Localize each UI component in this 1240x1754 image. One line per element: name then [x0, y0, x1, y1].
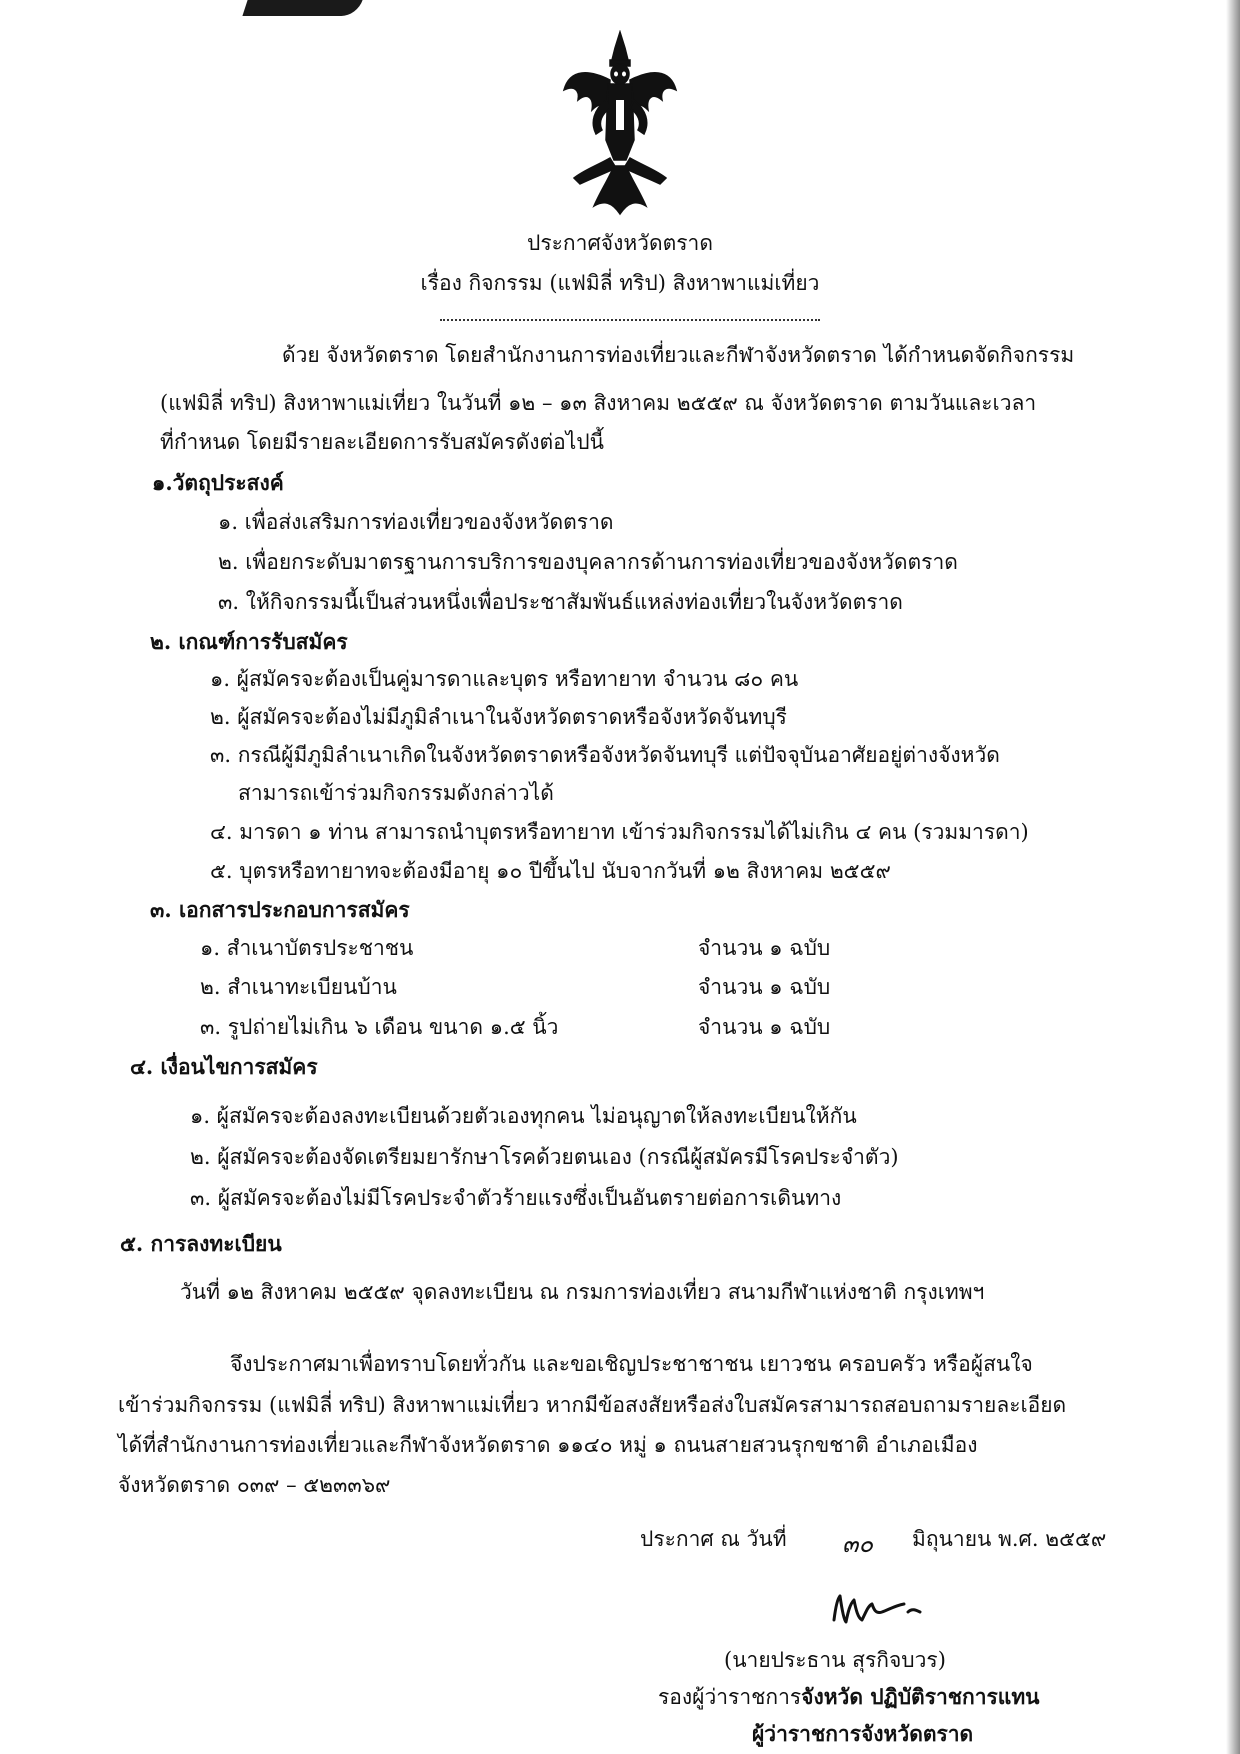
closing-line-2: เข้าร่วมกิจกรรม (แฟมิลี่ ทริป) สิงหาพาแม่เที่ยว หากมีข้อสงสัยหรือส่งใบสมัครสามารถสอบถามรายละเอียด [118, 1393, 1067, 1417]
signatory-title-2: ผู้ว่าราชการจังหวัดตราด [752, 1721, 974, 1746]
document-quantity: จำนวน ๑ ฉบับ [698, 1015, 831, 1039]
list-item: ๔. มารดา ๑ ท่าน สามารถนำบุตรหรือทายาท เข้าร่วมกิจกรรมได้ไม่เกิน ๔ คน (รวมมารดา) [210, 820, 1029, 844]
page-title: ประกาศจังหวัดตราด [527, 231, 713, 255]
section-heading-objectives: ๑.วัตถุประสงค์ [152, 470, 284, 495]
closing-line-4: จังหวัดตราด ๐๓๙ – ๕๒๓๓๖๙ [118, 1473, 391, 1497]
signatory-name: (นายประธาน สุรกิจบวร) [724, 1648, 946, 1672]
section-heading-registration: ๕. การลงทะเบียน [120, 1231, 282, 1256]
registration-detail: วันที่ ๑๒ สิงหาคม ๒๕๕๙ จุดลงทะเบียน ณ กรมการท่องเที่ยว สนามกีฬาแห่งชาติ กรุงเทพฯ [180, 1280, 985, 1304]
section-heading-documents: ๓. เอกสารประกอบการสมัคร [150, 897, 410, 922]
list-item: ๕. บุตรหรือทายาทจะต้องมีอายุ ๑๐ ปีขึ้นไป นับจากวันที่ ๑๒ สิงหาคม ๒๕๕๙ [210, 859, 891, 883]
signature-icon [828, 1590, 938, 1630]
closing-line-1: จึงประกาศมาเพื่อทราบโดยทั่วกัน และขอเชิญประชาชาชน เยาวชน ครอบครัว หรือผู้สนใจ [230, 1352, 1033, 1376]
dotted-divider [440, 319, 820, 321]
document-name: ๓. รูปถ่ายไม่เกิน ๖ เดือน ขนาด ๑.๕ นิ้ว [200, 1015, 559, 1039]
announce-month-year: มิถุนายน พ.ศ. ๒๕๕๙ [912, 1527, 1107, 1551]
list-item: ๒. ผู้สมัครจะต้องจัดเตรียมยารักษาโรคด้วยตนเอง (กรณีผู้สมัครมีโรคประจำตัว) [190, 1145, 899, 1169]
announce-prefix: ประกาศ ณ วันที่ [640, 1527, 787, 1551]
list-item: ๓. ผู้สมัครจะต้องไม่มีโรคประจำตัวร้ายแรงซึ่งเป็นอันตรายต่อการเดินทาง [190, 1186, 842, 1210]
intro-line-1: ด้วย จังหวัดตราด โดยสำนักงานการท่องเที่ยวและกีฬาจังหวัดตราด ได้กำหนดจัดกิจกรรม [282, 343, 1075, 367]
document-name: ๒. สำเนาทะเบียนบ้าน [200, 975, 397, 999]
scan-shadow [242, 0, 362, 16]
closing-line-3: ได้ที่สำนักงานการท่องเที่ยวและกีฬาจังหวัดตราด ๑๑๔๐ หมู่ ๑ ถนนสายสวนรุกขชาติ อำเภอเมือง [118, 1433, 978, 1457]
signatory-title [658, 1686, 1040, 1708]
list-item-continuation: สามารถเข้าร่วมกิจกรรมดังกล่าวได้ [238, 781, 554, 805]
section-heading-criteria: ๒. เกณฑ์การรับสมัคร [150, 629, 348, 654]
list-item: ๒. เพื่อยกระดับมาตรฐานการบริการของบุคลากรด้านการท่องเที่ยวของจังหวัดตราด [218, 550, 958, 574]
garuda-emblem-icon [560, 30, 680, 220]
intro-line-3: ที่กำหนด โดยมีรายละเอียดการรับสมัครดังต่อไปนี้ [160, 430, 604, 454]
intro-line-2: (แฟมิลี่ ทริป) สิงหาพาแม่เที่ยว ในวันที่ ๑๒ – ๑๓ สิงหาคม ๒๕๕๙ ณ จังหวัดตราด ตามวันและเวลา [160, 391, 1037, 415]
signatory-title-bold: จังหวัด ปฏิบัติราชการแทน [801, 1684, 1040, 1709]
signatory-title-prefix: รองผู้ว่าราชการ [658, 1685, 802, 1709]
document-quantity: จำนวน ๑ ฉบับ [698, 975, 831, 999]
announce-day-handwritten: ๓๐ [842, 1530, 874, 1558]
list-item: ๒. ผู้สมัครจะต้องไม่มีภูมิลำเนาในจังหวัดตราดหรือจังหวัดจันทบุรี [210, 705, 787, 729]
list-item: ๑. เพื่อส่งเสริมการท่องเที่ยวของจังหวัดตราด [218, 510, 614, 534]
document-name: ๑. สำเนาบัตรประชาชน [200, 936, 414, 960]
scan-edge-shadow [1226, 0, 1240, 1754]
subject-line: เรื่อง กิจกรรม (แฟมิลี่ ทริป) สิงหาพาแม่เที่ยว [420, 271, 820, 295]
list-item: ๓. ให้กิจกรรมนี้เป็นส่วนหนึ่งเพื่อประชาสัมพันธ์แหล่งท่องเที่ยวในจังหวัดตราด [218, 590, 903, 614]
list-item: ๑. ผู้สมัครจะต้องลงทะเบียนด้วยตัวเองทุกคน ไม่อนุญาตให้ลงทะเบียนให้กัน [190, 1104, 857, 1128]
document-quantity: จำนวน ๑ ฉบับ [698, 936, 831, 960]
list-item: ๓. กรณีผู้มีภูมิลำเนาเกิดในจังหวัดตราดหรือจังหวัดจันทบุรี แต่ปัจจุบันอาศัยอยู่ต่างจังหวัด [210, 743, 1000, 767]
section-heading-conditions: ๔. เงื่อนไขการสมัคร [130, 1054, 318, 1079]
list-item: ๑. ผู้สมัครจะต้องเป็นคู่มารดาและบุตร หรือทายาท จำนวน ๘๐ คน [210, 667, 799, 691]
